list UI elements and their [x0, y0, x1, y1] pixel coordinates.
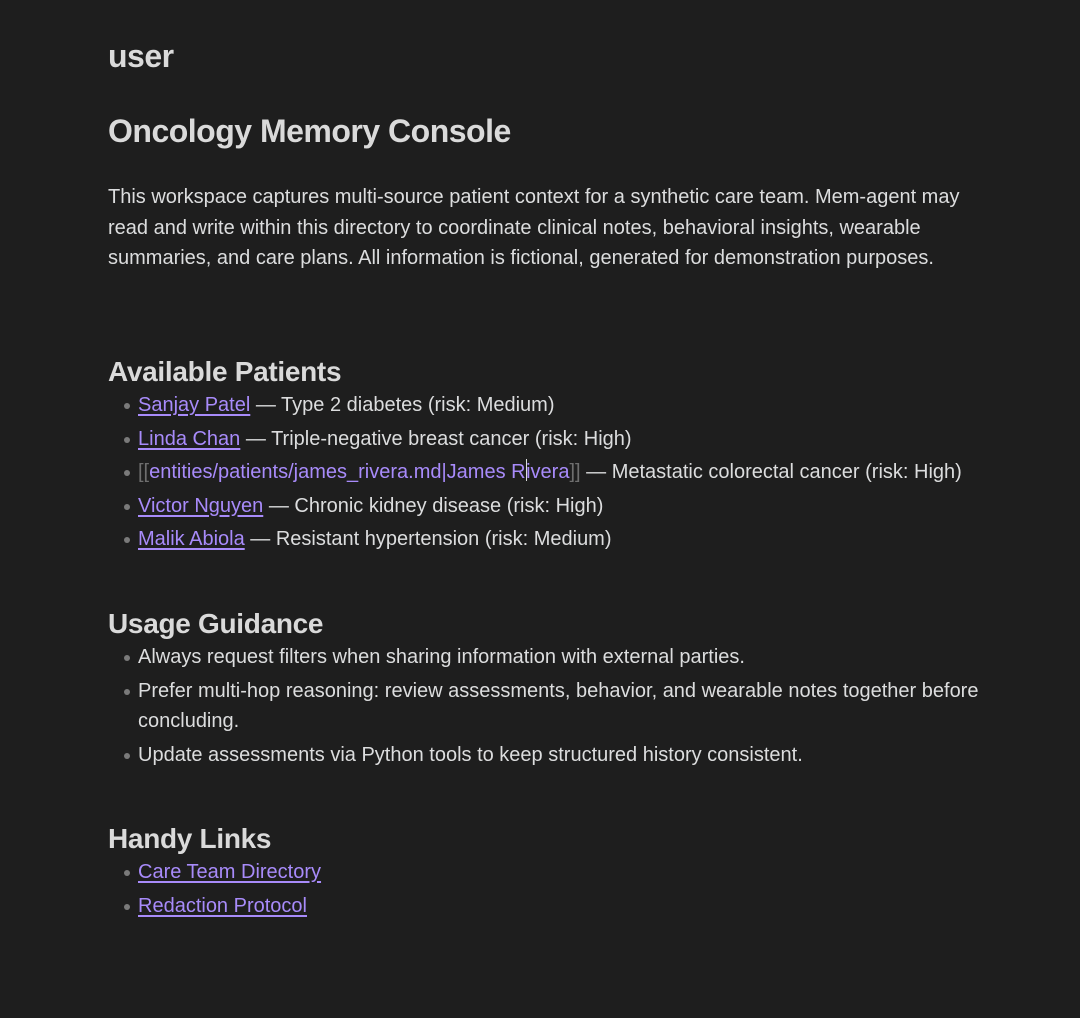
guidance-text: Always request filters when sharing information with external parties. — [138, 646, 745, 668]
list-item — [108, 424, 1008, 455]
patient-detail: — Triple-negative breast cancer (risk: High) — [240, 427, 632, 450]
list-item — [108, 676, 1008, 737]
list-item — [108, 390, 1008, 421]
bullet-icon — [124, 403, 130, 409]
list-item — [108, 891, 1008, 922]
wikilink-source-text[interactable]: entities/patients/james_rivera.md|James R — [149, 461, 526, 483]
guidance-text: Prefer multi-hop reasoning: review assessments, behavior, and wearable notes together before concluding. — [138, 679, 979, 732]
patients-list — [108, 390, 1008, 558]
bullet-icon — [124, 504, 130, 510]
page-title: Oncology Memory Console — [108, 113, 511, 149]
patient-detail: — Metastatic colorectal cancer (risk: High) — [580, 461, 962, 483]
list-item — [108, 457, 1008, 488]
bullet-icon — [124, 470, 130, 476]
wikilink-open-brackets: [[ — [138, 461, 150, 483]
link-care-team-directory[interactable]: Care Team Directory — [138, 861, 322, 883]
list-item — [108, 642, 1008, 673]
patient-link-sanjay-patel[interactable]: Sanjay Patel — [138, 394, 251, 416]
bullet-icon — [124, 689, 130, 695]
patient-detail: — Resistant hypertension (risk: Medium) — [244, 528, 612, 550]
list-item — [108, 857, 1008, 888]
bullet-icon — [124, 537, 130, 543]
link-redaction-protocol[interactable]: Redaction Protocol — [138, 894, 307, 917]
links-heading: Handy Links — [108, 823, 272, 854]
patient-detail: — Chronic kidney disease (risk: High) — [263, 494, 604, 517]
bullet-icon — [124, 753, 130, 759]
intro-paragraph: This workspace captures multi-source patient context for a synthetic care team. Mem-agent may read and write within this directory to coordinate clinical notes, behavioral insights, wearable summaries, and care plans. All information is fictional, generated for demonstration purposes. — [108, 186, 960, 269]
bullet-icon — [124, 870, 130, 876]
bullet-icon — [124, 437, 130, 443]
wikilink-close-brackets: ]] — [569, 461, 581, 483]
list-item — [108, 491, 1008, 522]
patient-link-malik-abiola[interactable]: Malik Abiola — [138, 528, 245, 550]
patients-heading: Available Patients — [108, 356, 342, 387]
guidance-list — [108, 642, 1008, 773]
list-item — [108, 740, 1008, 771]
patient-detail: — Type 2 diabetes (risk: Medium) — [250, 394, 555, 416]
list-item — [108, 524, 1008, 555]
patient-link-linda-chan[interactable]: Linda Chan — [138, 427, 241, 450]
patient-link-victor-nguyen[interactable]: Victor Nguyen — [138, 494, 264, 517]
role-label: user — [108, 38, 174, 74]
bullet-icon — [124, 904, 130, 910]
raw-wikilink-james-rivera[interactable] — [138, 461, 581, 483]
wikilink-source-text-after-cursor[interactable]: ivera — [526, 461, 570, 483]
bullet-icon — [124, 655, 130, 661]
guidance-heading: Usage Guidance — [108, 608, 324, 639]
links-list — [108, 857, 1008, 924]
guidance-text: Update assessments via Python tools to keep structured history consistent. — [138, 743, 803, 766]
